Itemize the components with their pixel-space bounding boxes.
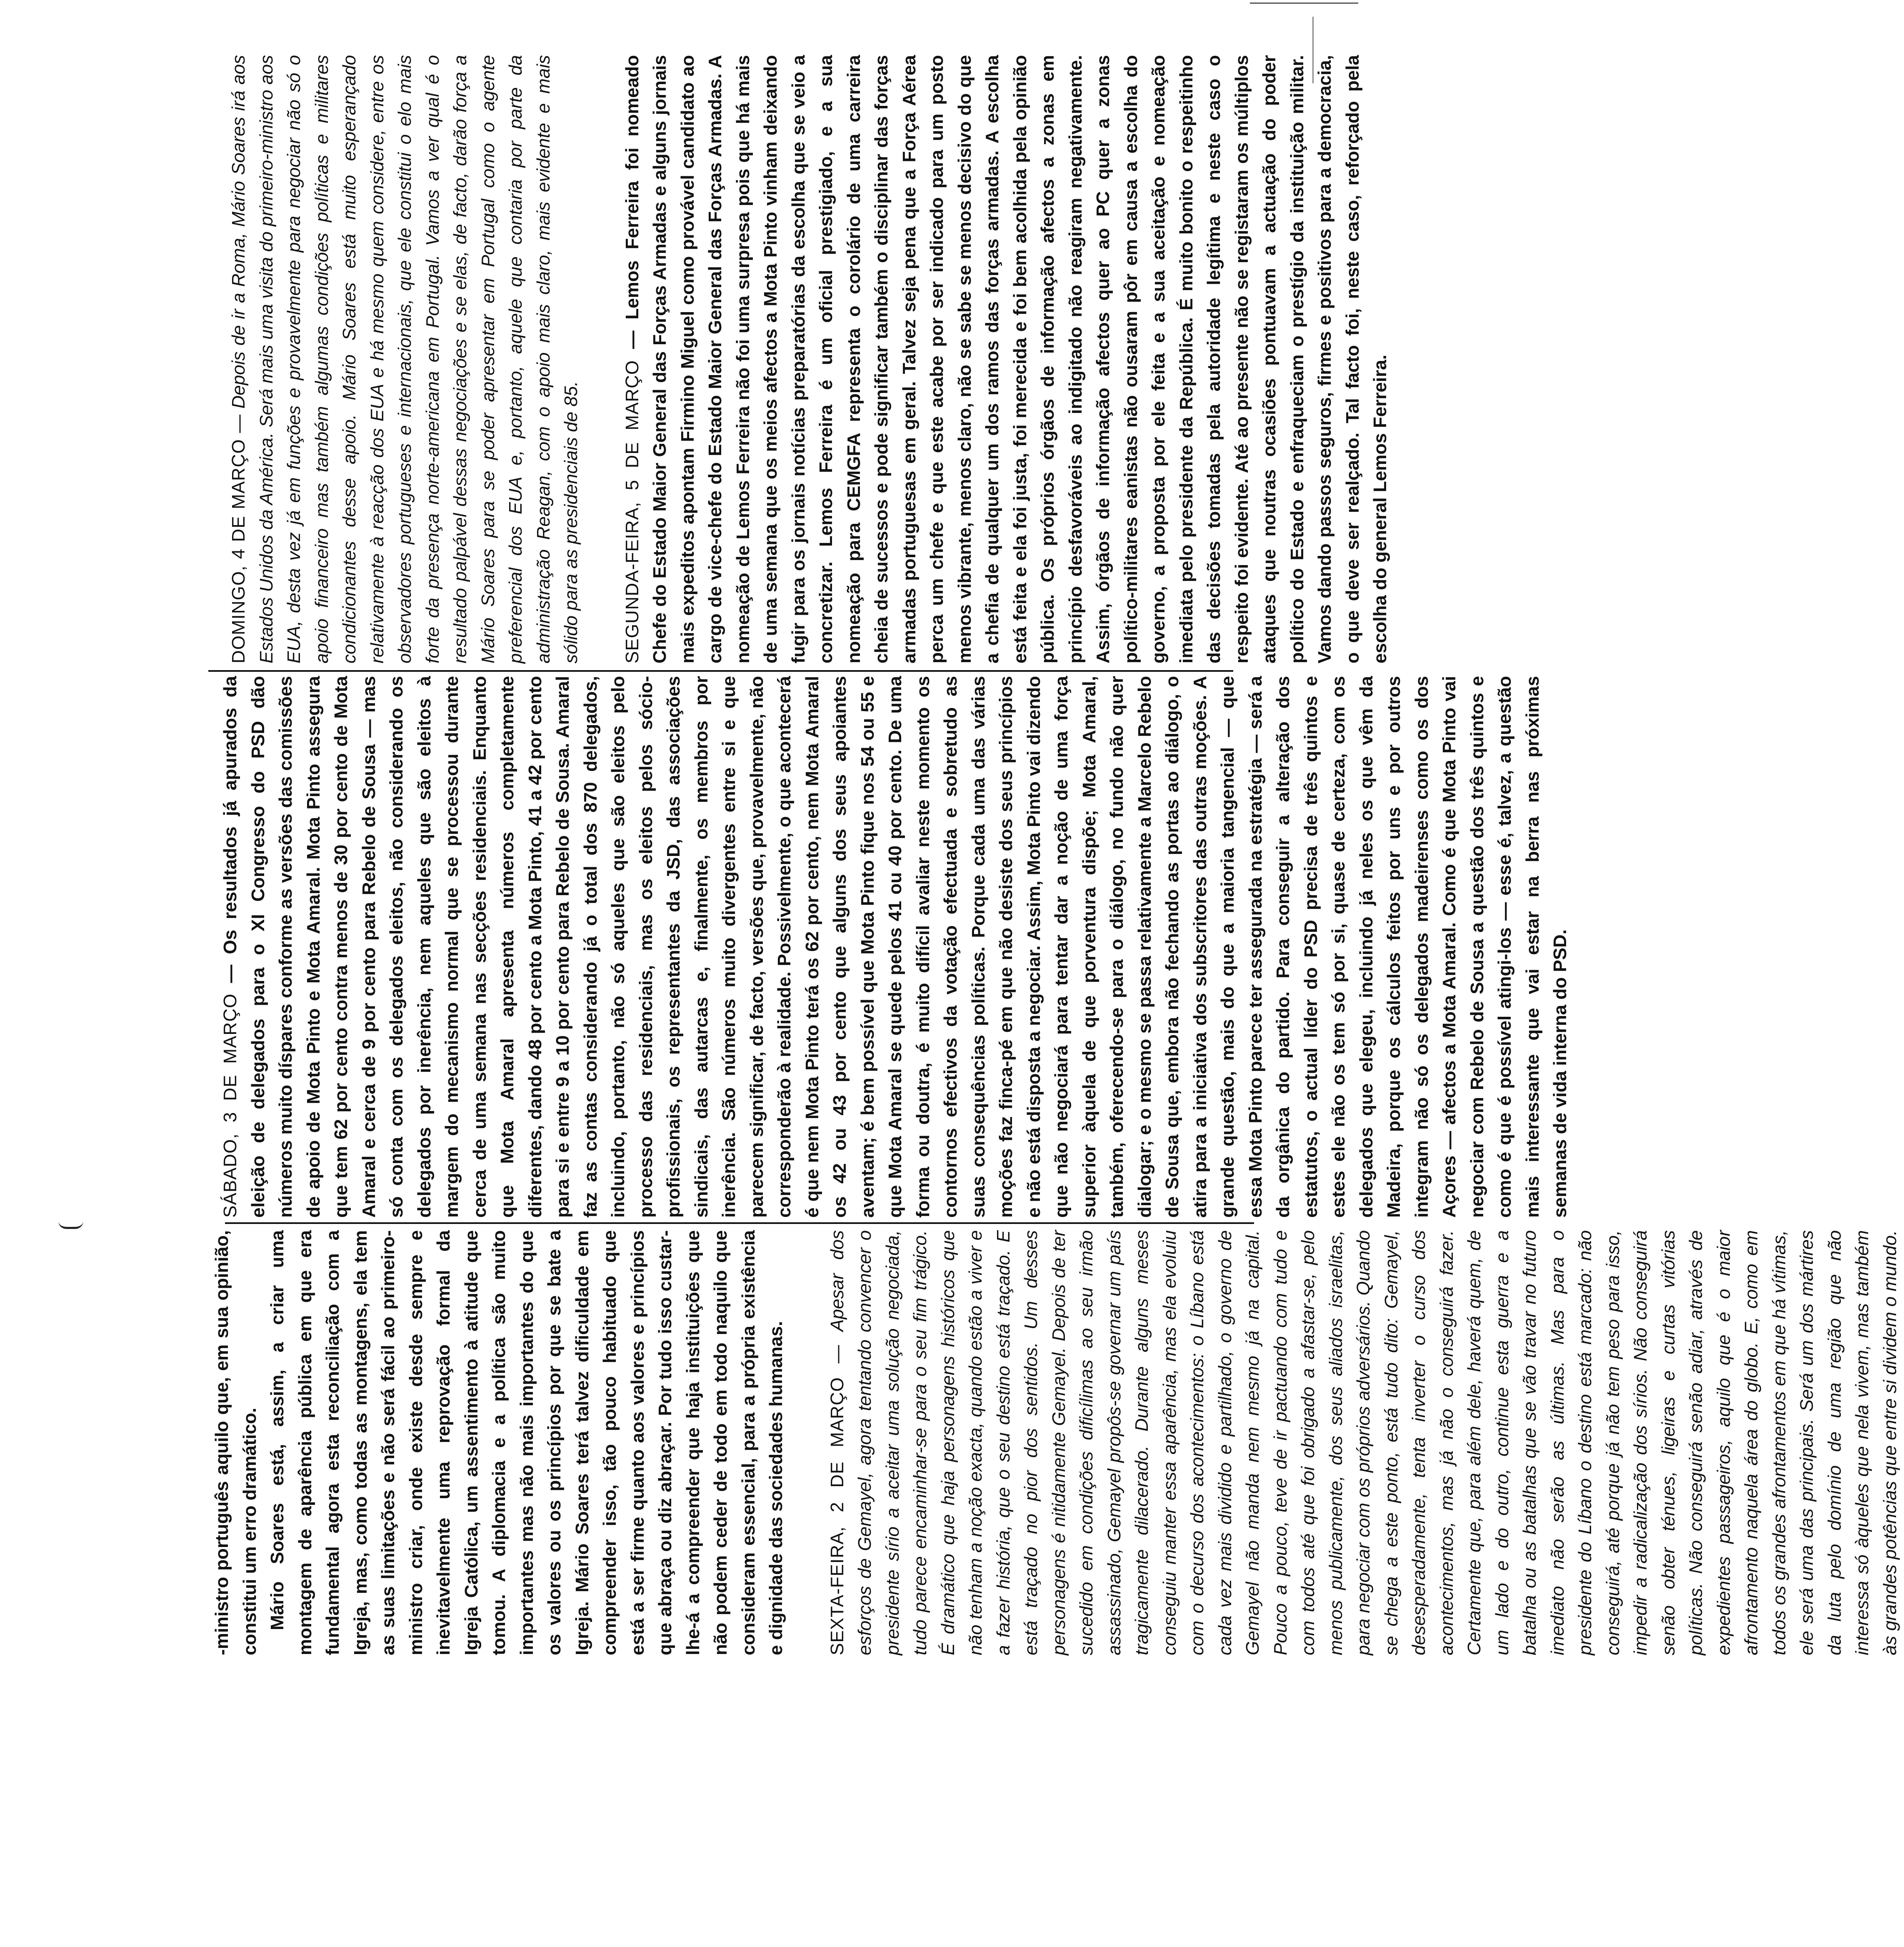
col1-paragraph-1: -ministro português aquilo que, em sua opinião, constitui um erro dramático. — [212, 1230, 260, 1655]
col1-paragraph-3: Apesar dos esforços de Gemayel, agora tentando convencer o presidente sírio a aceitar uma solução negociada, tudo parece encaminhar-se para o seu fim trágico. É dramático que haja personagens históricos que não tenham a noção exacta, quando estão a viver e a fazer história, que o seu destino está traçado. E está traçado no pior dos sentidos. Um desses personagens é nitidamente Gemayel. Depois de ter sucedido em condições dificílimas ao seu irmão assassinado, Gemayel propôs-se governar um país tragicamente dilacerado. Durante alguns meses conseguiu manter essa aparência, mas ela evoluiu com o decurso dos acontecimentos: o Líbano está cada vez mais dividido e partilhado, o governo de Gemayel não manda nem mesmo já na capital. Pouco a pouco, teve de ir pactuando com tudo e com todos até que foi obrigado a afastar-se, pelo menos publicamente, dos seus aliados israelitas, para negociar com os próprios adversários. Quando se chega a este ponto, está tudo dito: Gemayel, desesperadamente, tenta inverter o curso dos acontecimentos, mas já não o conseguirá fazer. Certamente que, para além dele, haverá quem, de um lado e do outro, continue esta guerra e a batalha ou as batalhas que se vão travar no futuro imediato não serão as últimas. Mas para o presidente do Líbano o destino está marcado: não conseguirá, até porque já não tem peso para isso, impedir a radicalização dos sírios. Não conseguirá senão obter ténues, ligeiras e curtas vitórias políticas. Não conseguirá senão adiar, através de expedientes passageiros, aquilo que é o maior afrontamento naquela área do globo. E, como em todos os grandes afrontamentos em que há vítimas, ele será uma das principais. Será um dos mártires da luta pelo domínio de uma região que não interessa só àqueles que nela vivem, mas também às grandes potências que entre si dividem o mundo. — [827, 1230, 1900, 1655]
col2-heading-sabado: SÁBADO, 3 DE MARÇO — [220, 993, 240, 1218]
col3-section-1: DOMINGO, 4 DE MARÇO — Depois de ir a Roma, Mário Soares irá aos Estados Unidos da América. Será mais uma visita do primeiro-ministro aos EUA, desta vez já em funções e provavelmente para negociar não só o apoio financeiro mas também algumas condições políticas e militares condicionantes desse apoio. Mário Soares está muito esperançado relativamente à reacção dos EUA e há mesmo quem considere, entre os observadores portugueses e internacionais, que ele constitui o elo mais forte da presença norte-americana em Portugal. Vamos a ver qual é o resultado palpável dessas negociações e se elas, de facto, darão força a Mário Soares para se poder apresentar em Portugal como o agente preferencial dos EUA e, portanto, aquele que contaria por parte da administração Reagan, com o apoio mais claro, mais evidente e mais sólido para as presidenciais de 85. — [228, 55, 581, 663]
col2-section-1: SÁBADO, 3 DE MARÇO — Os resultados já apurados da eleição de delegados para o XI Congresso do PSD dão números muito díspares conforme as versões das comissões de apoio de Mota Pinto e Mota Amaral. Mota Pinto assegura que tem 62 por cento contra menos de 30 por cento de Mota Amaral e cerca de 9 por cento para Rebelo de Sousa — mas só conta com os delegados eleitos, não considerando os delegados por inerência, nem aqueles que são eleitos à margem do mecanismo normal que se processou durante cerca de uma semana nas secções residenciais. Enquanto que Mota Amaral apresenta números completamente diferentes, dando 48 por cento a Mota Pinto, 41 a 42 por cento para si e entre 9 a 10 por cento para Rebelo de Sousa. Amaral faz as contas considerando já o total dos 870 delegados, incluindo, portanto, não só aqueles que são eleitos pelo processo das residenciais, mas os eleitos pelos sócio-profissionais, os representantes da JSD, das associações sindicais, das autarcas e, finalmente, os membros por inerência. São números muito divergentes entre si e que parecem significar, de facto, versões que, provavelmente, não corresponderão à realidade. Possivelmente, o que acontecerá é que nem Mota Pinto terá os 62 por cento, nem Mota Amaral os 42 ou 43 por cento que alguns dos seus apoiantes aventam; é bem possível que Mota Pinto fique nos 54 ou 55 e que Mota Amaral se quede pelos 41 ou 40 por cento. De uma forma ou doutra, é muito difícil avaliar neste momento os contornos efectivos da votação efectuada e sobretudo as suas consequências políticas. Porque cada uma das várias moções faz finca-pé em que não desiste dos seus princípios e não está disposta a negociar. Assim, Mota Pinto vai dizendo que não negociará para tentar dar a noção de uma força superior àquela de que porventura dispõe; Mota Amaral, também, oferecendo-se para o diálogo, no fundo não quer dialogar; e o mesmo se passa relativamente a Marcelo Rebelo de Sousa que, embora não fechando as portas ao diálogo, o atira para a iniciativa dos subscritores das outras moções. A grande questão, mais do que a maioria tangencial — que essa Mota Pinto parece ter assegurada na estratégia — será a da orgânica do partido. Para conseguir a alteração dos estatutos, o actual líder do PSD precisa de três quintos e estes ele não os tem só por si, quase de certeza, com os delegados que elegeu, incluindo já neles os que vêm da Madeira, porque os cálculos feitos por uns e por outros integram não só os delegados madeirenses como os dos Açores — afectos a Mota Amaral. Como é que Mota Pinto vai negociar com Rebelo de Sousa a questão dos três quintos e como é que é possível atingi-los — esse é, talvez, a questão mais interessante que vai estar na berra nas próximas semanas de vida interna do PSD. — [220, 676, 1570, 1218]
column-2 — [217, 676, 1570, 1218]
col1-paragraph-2: Mário Soares está, assim, a criar uma montagem de aparência pública em que era fundamental agora esta reconciliação com a Igreja, mas, como todas as montagens, ela tem as suas limitações e não será fácil ao primeiro-ministro criar, onde existe desde sempre e inevitavelmente uma reprovação formal da Igreja Católica, um assentimento à atitude que tomou. A diplomacia e a política são muito importantes mas não mais importantes do que os valores ou os princípios por que se bate a Igreja. Mário Soares terá talvez dificuldade em compreender isso, tão pouco habituado que está a ser firme quanto aos valores e princípios que abraça ou diz abraçar. Por tudo isso custar-lhe-á a compreender que haja instituições que não podem ceder de todo em todo naquilo que consideram essencial, para a própria existência e dignidade das sociedades humanas. — [267, 1230, 786, 1655]
col3-heading-segunda: SEGUNDA-FEIRA, 5 DE MARÇO — [622, 360, 642, 663]
column-1 — [208, 1230, 1900, 1655]
col2-paragraph-1: Os resultados já apurados da eleição de delegados para o XI Congresso do PSD dão números muito díspares conforme as versões das comissões de apoio de Mota Pinto e Mota Amaral. Mota Pinto assegura que tem 62 por cento contra menos de 30 por cento de Mota Amaral e cerca de 9 por cento para Rebelo de Sousa — mas só conta com os delegados eleitos, não considerando os delegados por inerência, nem aqueles que são eleitos à margem do mecanismo normal que se processou durante cerca de uma semana nas secções residenciais. Enquanto que Mota Amaral apresenta números completamente diferentes, dando 48 por cento a Mota Pinto, 41 a 42 por cento para si e entre 9 a 10 por cento para Rebelo de Sousa. Amaral faz as contas considerando já o total dos 870 delegados, incluindo, portanto, não só aqueles que são eleitos pelo processo das residenciais, mas os eleitos pelos sócio-profissionais, os representantes da JSD, das associações sindicais, das autarcas e, finalmente, os membros por inerência. São números muito divergentes entre si e que parecem significar, de facto, versões que, provavelmente, não corresponderão à realidade. Possivelmente, o que acontecerá é que nem Mota Pinto terá os 62 por cento, nem Mota Amaral os 42 ou 43 por cento que alguns dos seus apoiantes aventam; é bem possível que Mota Pinto fique nos 54 ou 55 e que Mota Amaral se quede pelos 41 ou 40 por cento. De uma forma ou doutra, é muito difícil avaliar neste momento os contornos efectivos da votação efectuada e sobretudo as suas consequências políticas. Porque cada uma das várias moções faz finca-pé em que não desiste dos seus princípios e não está disposta a negociar. Assim, Mota Pinto vai dizendo que não negociará para tentar dar a noção de uma força superior àquela de que porventura dispõe; Mota Amaral, também, oferecendo-se para o diálogo, no fundo não quer dialogar; e o mesmo se passa relativamente a Marcelo Rebelo de Sousa que, embora não fechando as portas ao diálogo, o atira para a iniciativa dos subscritores das outras moções. A grande questão, mais do que a maioria tangencial — que essa Mota Pinto parece ter assegurada na estratégia — será a da orgânica do partido. Para conseguir a alteração dos estatutos, o actual líder do PSD precisa de três quintos e estes ele não os tem só por si, quase de certeza, com os delegados que elegeu, incluindo já neles os que vêm da Madeira, porque os cálculos feitos por uns e por outros integram não só os delegados madeirenses como os dos Açores — afectos a Mota Amaral. Como é que Mota Pinto vai negociar com Rebelo de Sousa a questão dos três quintos e como é que é possível atingi-los — esse é, talvez, a questão mais interessante que vai estar na berra nas próximas semanas de vida interna do PSD. — [220, 676, 1570, 1218]
column-divider-1 — [225, 1222, 1254, 1224]
col1-section-2: SEXTA-FEIRA, 2 DE MARÇO — Apesar dos esforços de Gemayel, agora tentando convencer o presidente sírio a aceitar uma solução negociada, tudo parece encaminhar-se para o seu fim trágico. É dramático que haja personagens históricos que não tenham a noção exacta, quando estão a viver e a fazer história, que o seu destino está traçado. E está traçado no pior dos sentidos. Um desses personagens é nitidamente Gemayel. Depois de ter sucedido em condições dificílimas ao seu irmão assassinado, Gemayel propôs-se governar um país tragicamente dilacerado. Durante alguns meses conseguiu manter essa aparência, mas ela evoluiu com o decurso dos acontecimentos: o Líbano está cada vez mais dividido e partilhado, o governo de Gemayel não manda nem mesmo já na capital. Pouco a pouco, teve de ir pactuando com tudo e com todos até que foi obrigado a afastar-se, pelo menos publicamente, dos seus aliados israelitas, para negociar com os próprios adversários. Quando se chega a este ponto, está tudo dito: Gemayel, desesperadamente, tenta inverter o curso dos acontecimentos, mas já não o conseguirá fazer. Certamente que, para além dele, haverá quem, de um lado e do outro, continue esta guerra e a batalha ou as batalhas que se vão travar no futuro imediato não serão as últimas. Mas para o presidente do Líbano o destino está marcado: não conseguirá, até porque já não tem peso para isso, impedir a radicalização dos sírios. Não conseguirá senão obter ténues, ligeiras e curtas vitórias políticas. Não conseguirá senão adiar, através de expedientes passageiros, aquilo que é o maior afrontamento naquela área do globo. E, como em todos os grandes afrontamentos em que há vítimas, ele será uma das principais. Será um dos mártires da luta pelo domínio de uma região que não interessa só àqueles que nela vivem, mas também às grandes potências que entre si dividem o mundo. — [827, 1230, 1900, 1655]
col1-heading-sexta: SEXTA-FEIRA, 2 DE MARÇO — [827, 1377, 847, 1655]
col3-paragraph-2: Lemos Ferreira foi nomeado Chefe do Estado Maior General das Forças Armadas e alguns jornais mais expeditos apontam Firmino Miguel como provável candidato ao cargo de vice-chefe do Estado Maior General das Forças Armadas. A nomeação de Lemos Ferreira não foi uma surpresa pois que há mais de uma semana que os meios afectos a Mota Pinto vinham deixando fugir para os jornais notícias preparatórias da escolha que se veio a concretizar. Lemos Ferreira é um oficial prestigiado, e a sua nomeação para CEMGFA representa o corolário de uma carreira cheia de sucessos e pode significar também o disciplinar das forças armadas portuguesas em geral. Talvez seja pena que a Força Aérea perca um chefe e que este acabe por ser indicado para um posto menos vibrante, menos claro, não se sabe se menos decisivo do que a chefia de qualquer um dos ramos das forças armadas. A escolha está feita e ela foi justa, foi merecida e foi bem acolhida pela opinião pública. Os próprios órgãos de informação afectos a zonas em princípio desfavoráveis ao indigitado não reagiram negativamente. Assim, órgãos de informação afectos quer ao PC quer a zonas político-militares eanistas não ousaram pôr em causa a escolha do governo, a proposta por ele feita e a sua aceitação e nomeação imediata pelo presidente da República. É muito bonito o respeitinho das decisões tomadas pela autoridade legítima e neste caso o respeito foi evidente. Até ao presente não se registaram os múltiplos ataques que noutras ocasiões pontuavam a actuação do poder político do Estado e enfraqueciam o prestígio da instituição militar. Vamos dando passos seguros, firmes e positivos para a democracia, o que deve ser realçado. Tal facto foi, neste caso, reforçado pela escolha do general Lemos Ferreira. — [622, 55, 1390, 663]
column-3 — [225, 55, 1390, 663]
stray-mark — [58, 1221, 83, 1229]
col3-section-2: SEGUNDA-FEIRA, 5 DE MARÇO — Lemos Ferreira foi nomeado Chefe do Estado Maior General das Forças Armadas e alguns jornais mais expeditos apontam Firmino Miguel como provável candidato ao cargo de vice-chefe do Estado Maior General das Forças Armadas. A nomeação de Lemos Ferreira não foi uma surpresa pois que há mais de uma semana que os meios afectos a Mota Pinto vinham deixando fugir para os jornais notícias preparatórias da escolha que se veio a concretizar. Lemos Ferreira é um oficial prestigiado, e a sua nomeação para CEMGFA representa o corolário de uma carreira cheia de sucessos e pode significar também o disciplinar das forças armadas portuguesas em geral. Talvez seja pena que a Força Aérea perca um chefe e que este acabe por ser indicado para um posto menos vibrante, menos claro, não se sabe se menos decisivo do que a chefia de qualquer um dos ramos das forças armadas. A escolha está feita e ela foi justa, foi merecida e foi bem acolhida pela opinião pública. Os próprios órgãos de informação afectos a zonas em princípio desfavoráveis ao indigitado não reagiram negativamente. Assim, órgãos de informação afectos quer ao PC quer a zonas político-militares eanistas não ousaram pôr em causa a escolha do governo, a proposta por ele feita e a sua aceitação e nomeação imediata pelo presidente da República. É muito bonito o respeitinho das decisões tomadas pela autoridade legítima e neste caso o respeito foi evidente. Até ao presente não se registaram os múltiplos ataques que noutras ocasiões pontuavam a actuação do poder político do Estado e enfraqueciam o prestígio da instituição militar. Vamos dando passos seguros, firmes e positivos para a democracia, o que deve ser realçado. Tal facto foi, neste caso, reforçado pela escolha do general Lemos Ferreira. — [622, 55, 1390, 663]
column-divider-2 — [208, 670, 1233, 672]
col3-paragraph-1: Depois de ir a Roma, Mário Soares irá aos Estados Unidos da América. Será mais uma visita do primeiro-ministro aos EUA, desta vez já em funções e provavelmente para negociar não só o apoio financeiro mas também algumas condições políticas e militares condicionantes desse apoio. Mário Soares está muito esperançado relativamente à reacção dos EUA e há mesmo quem considere, entre os observadores portugueses e internacionais, que ele constitui o elo mais forte da presença norte-americana em Portugal. Vamos a ver qual é o resultado palpável dessas negociações e se elas, de facto, darão força a Mário Soares para se poder apresentar em Portugal como o agente preferencial dos EUA e, portanto, aquele que contaria por parte da administração Reagan, com o apoio mais claro, mais evidente e mais sólido para as presidenciais de 85. — [228, 55, 581, 663]
col3-heading-domingo: DOMINGO, 4 DE MARÇO — [228, 439, 249, 663]
